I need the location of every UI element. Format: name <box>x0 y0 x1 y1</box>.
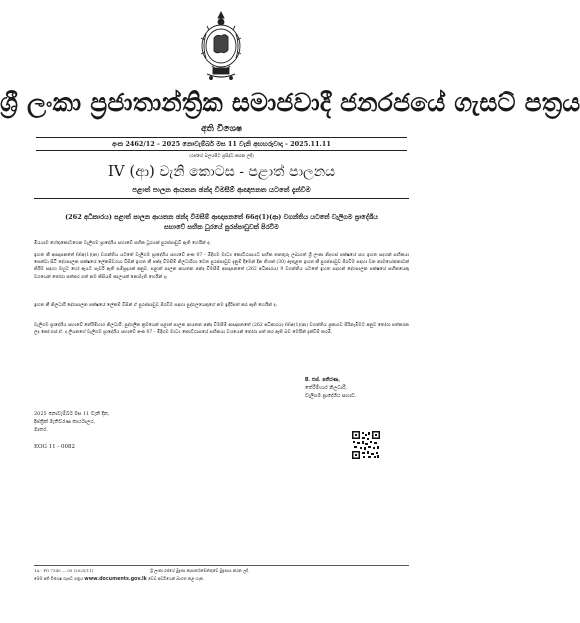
notice-paragraph: ඉහත කී ආඥාපනතේ 66අ(1)(ආ) වගන්තිය යටතේ වැලිගම ප්‍රාදේශීය සභාවේ අංක 07 - මිදිගම මාධ්‍ය කොට්ඨාසයට සභික තනතුරු ලබාගත් ශ්‍රී ලංකා නිදහස් පක්ෂයේ සහ ඉහත සදහන් සභිකයා පෙන්වා සිටි දේශපාලන පක්ෂයේ ලේකම්වරයා විසින් ඉහත කී ඡන්ද විමසීම් නිලධාරියා වෙත පුරප්පාඩුව දැනුම් දීමෙන් දින තිහක් (30) ඇතුළත ඉහත කී පුරප්පාඩුව පිරවීම සඳහා වන නාමයෝජනාවක් කිරීම සඳහා ඔහුට හෝ ඇයට පැවරී ඇති සම්ප්‍රදායක් අනුව, පළාත් පාලන ආයතන ඡන්ද විමසීම් ආඥාපනතේ (262 අධිකාරය) 9 වගන්තිය යටතේ ඉහත සදහන් දේශපාලන පක්ෂයේ සභිකයෙකු වශයෙන් තෝරා පත්කර ගත් නම කිසියම් කාලයක් නොමැති හෙයින් ද; <box>34 253 409 280</box>
national-emblem-icon <box>197 10 245 82</box>
download-note <box>34 576 204 582</box>
signatory-name: පී. එස්. පතිරණ, <box>305 377 341 383</box>
download-note-pre: මෙම අති විශෙෂ ගැසට් පත්‍රය <box>34 576 84 581</box>
download-note-post: වෙබ් අඩවියෙන් බාගත කළ හැක. <box>148 576 205 581</box>
issue-line: අංක 2462/12 - 2025 නොවැම්බර් මස 11 වැනි අඟහරුවාදා - 2025.11.11 <box>112 140 331 148</box>
part-title: වැනි කොටස - පළාත් පාලනය <box>159 164 336 180</box>
part-subtitle: පළාත් පාලන ආයතන ඡන්ද විමසීම් ආඥාපනත යටතේ දැන්වීම <box>132 185 311 194</box>
divider <box>36 150 407 151</box>
print-code: 1A - PG 7340 — 00 (2025/11) <box>34 568 94 573</box>
gazette-title: ශ්‍රී ලංකා ප්‍රජාතාන්ත්‍රික සමාජවාදී ජනරජයේ ගැසට් පත්‍රය <box>0 88 580 117</box>
signatory-role: තේරීම්භාර නිලධාරී, <box>305 385 348 391</box>
notice-city: මාතර. <box>34 427 48 433</box>
notice-date: 2025 නොවැම්බර් මස 11 වැනි දින, <box>34 411 110 417</box>
qr-code-icon <box>352 431 380 459</box>
notice-office: දිස්ත්‍රික් මැතිවරණ කාර්යාලය, <box>34 419 96 425</box>
divider <box>34 198 409 199</box>
notice-paragraph: මියයාම හේතුකොටගෙන වැලිගම ප්‍රාදේශීය සභාවේ සභික ධූරයක් පුරප්පාඩුවී ඇති හෙයින් ද; <box>34 241 211 246</box>
place-date-block <box>34 410 109 434</box>
divider <box>36 137 407 138</box>
signature-block <box>305 376 356 400</box>
part-number: IV (ආ) <box>107 162 155 180</box>
signatory-org: වැලිගම ප්‍රාදේශීය සභාව. <box>305 393 357 399</box>
extraordinary-label: අති විශෙෂ <box>200 124 243 134</box>
reference-code: EOG 11 - 0082 <box>34 444 76 450</box>
notice-paragraph: ඉහත කී නිලධාරී දේශපාලන පක්ෂයේ ලේකම් විසින් ඒ පුරප්පාඩුව පිරවීම සඳහා පුද්ගලයෙකුගේ නම ඉදිරිපත් කර ඇති හෙයින් ද; <box>34 303 278 308</box>
notice-heading: (262 අධිකාරය) පළාත් පාලන ආයතන ඡන්ද විමසීම් ආඥාපනතේ 66අ(1)(ආ) වගන්තිය යටතේ වැලිගම ප්‍රාදේශීය සභාවේ සභික ධූරයේ පුරප්පාඩුවක් පිරවීම <box>65 213 378 231</box>
printer-note: ශ්‍රී ලංකා රජයේ මුද්‍රණ දෙපාර්තමේන්තුවේ මුද්‍රණය කරන ලදී. <box>150 568 250 573</box>
part-heading <box>0 162 443 180</box>
published-note: (රජයේ බලයපිට ප්‍රසිද්ධ කරන ලදී) <box>189 154 254 159</box>
notice-paragraph: වැලිගම ප්‍රාදේශීය සභාවේ තේරීම්භාර නිලධාරී, පුද්ගලික ක්‍රමයෙන් පළාත් පාලන ආයතන ඡන්ද විමසීම් ආඥාපනතේ (262 අධිකාරය) 66අ(1)(ආ) වගන්තිය ප්‍රකාරව පිරිනැමීමට අනුව තෝරා පත්කරන ලද කෝ.එස්.ඒ. ද ලියනගේ වැලිගම ප්‍රාදේශීය සභාවේ අංක 07 - මිදිගම මාධ්‍ය කොට්ඨාසයේ සභිකයා වශයෙන් තෝරා පත් කර ඇති බව මෙයින් දැන්වීම් කරමි. <box>34 323 409 336</box>
footer-divider <box>34 565 409 566</box>
website-link[interactable]: www.documents.gov.lk <box>84 577 147 582</box>
